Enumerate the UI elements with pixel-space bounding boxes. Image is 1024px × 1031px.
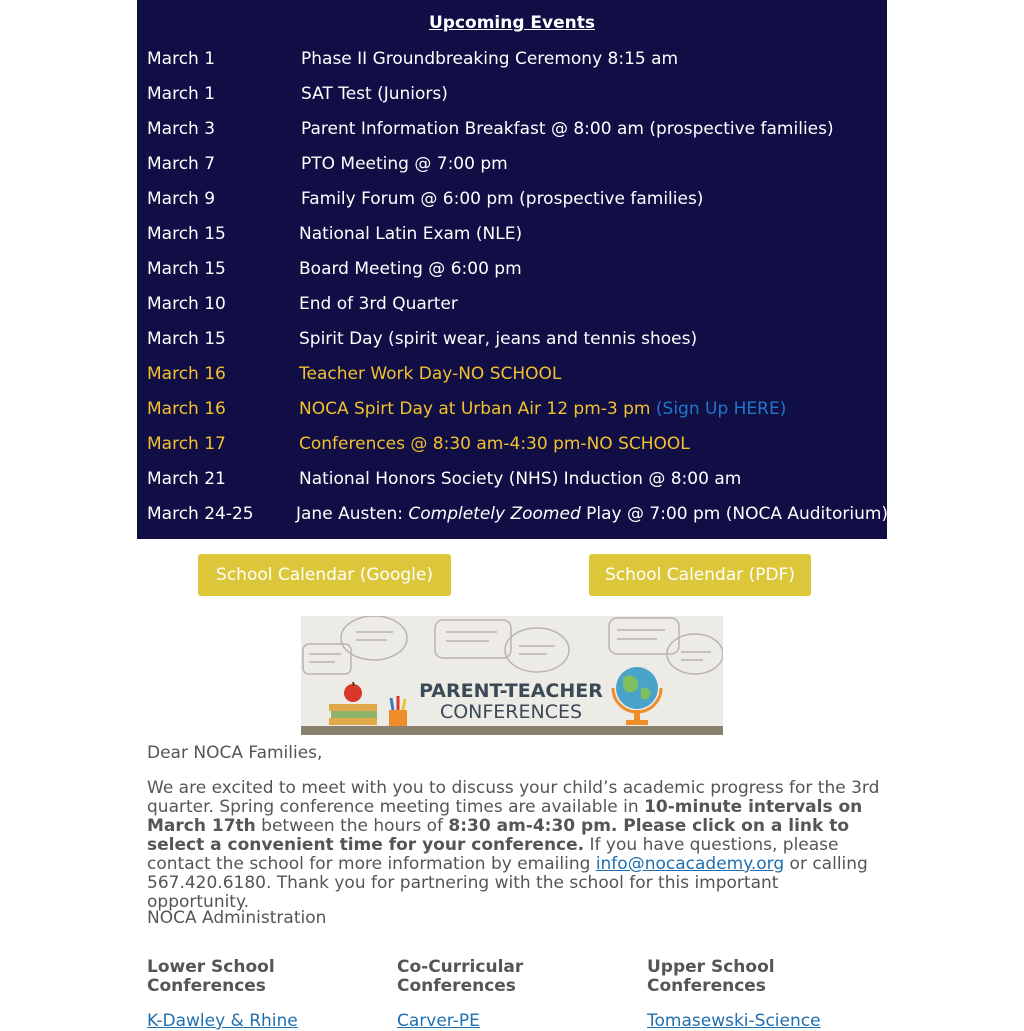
event-date: March 16 bbox=[147, 399, 226, 419]
event-description-post: Play @ 7:00 pm (NOCA Auditorium) bbox=[580, 504, 889, 524]
sign-up-link[interactable]: (Sign Up HERE) bbox=[655, 399, 787, 419]
letter-text: between the hours of bbox=[255, 816, 449, 836]
event-description bbox=[296, 504, 888, 524]
event-date: March 1 bbox=[147, 84, 216, 104]
event-description: SAT Test (Juniors) bbox=[301, 84, 448, 104]
letter-bold-intervals: 10-minute intervals on March 17th bbox=[147, 797, 863, 836]
conference-column-lower bbox=[147, 957, 367, 1031]
conference-link[interactable]: Tomasewski-Science bbox=[647, 1011, 821, 1031]
event-date: March 9 bbox=[147, 189, 216, 209]
event-date: March 15 bbox=[147, 329, 226, 349]
event-date: March 16 bbox=[147, 364, 226, 384]
event-description: Family Forum @ 6:00 pm (prospective families) bbox=[301, 189, 704, 209]
letter-text: If you have questions, please contact the school for more information by emailing bbox=[147, 835, 839, 874]
letter-text: We are excited to meet with you to discuss your child’s academic progress for the 3rd quarter. Spring conference meeting times are available in bbox=[147, 778, 880, 817]
school-calendar-pdf-button[interactable]: School Calendar (PDF) bbox=[589, 554, 811, 596]
event-description: PTO Meeting @ 7:00 pm bbox=[301, 154, 508, 174]
event-description: National Latin Exam (NLE) bbox=[299, 224, 523, 244]
conferences-banner bbox=[301, 616, 723, 735]
event-date: March 17 bbox=[147, 434, 226, 454]
event-date: March 7 bbox=[147, 154, 216, 174]
conference-column-cocurricular bbox=[397, 957, 617, 1031]
event-description: Conferences @ 8:30 am-4:30 pm-NO SCHOOL bbox=[299, 434, 690, 454]
event-description: Board Meeting @ 6:00 pm bbox=[299, 259, 522, 279]
conference-heading: Upper School Conferences bbox=[647, 957, 775, 996]
event-date: March 10 bbox=[147, 294, 226, 314]
letter-bold-hours: 8:30 am-4:30 pm. Please click on a link to select a convenient time for your conference. bbox=[147, 816, 850, 855]
event-description-title: Completely Zoomed bbox=[408, 504, 581, 524]
event-description: Spirit Day (spirit wear, jeans and tennis shoes) bbox=[299, 329, 698, 349]
upcoming-events-panel bbox=[137, 0, 887, 539]
event-date: March 24-25 bbox=[147, 504, 254, 524]
event-description: National Honors Society (NHS) Induction @ 8:00 am bbox=[299, 469, 742, 489]
event-date: March 21 bbox=[147, 469, 226, 489]
school-calendar-google-button[interactable]: School Calendar (Google) bbox=[198, 554, 451, 596]
conference-heading: Co-Curricular Conferences bbox=[397, 957, 524, 996]
event-description: End of 3rd Quarter bbox=[299, 294, 458, 314]
event-date: March 15 bbox=[147, 259, 226, 279]
letter-signature: NOCA Administration bbox=[147, 908, 327, 928]
conference-link[interactable]: Carver-PE bbox=[397, 1011, 480, 1031]
event-description: Phase II Groundbreaking Ceremony 8:15 am bbox=[301, 49, 679, 69]
event-description bbox=[299, 399, 786, 419]
conference-link[interactable]: K-Dawley & Rhine bbox=[147, 1011, 298, 1031]
conference-heading: Lower School Conferences bbox=[147, 957, 275, 996]
event-date: March 3 bbox=[147, 119, 216, 139]
banner-title-line1: PARENT-TEACHER bbox=[419, 680, 603, 702]
event-description: Teacher Work Day-NO SCHOOL bbox=[299, 364, 562, 384]
event-description-text: NOCA Spirt Day at Urban Air 12 pm-3 pm bbox=[299, 399, 651, 419]
conferences-banner-art bbox=[301, 616, 723, 735]
events-title: Upcoming Events bbox=[428, 13, 596, 33]
event-description-pre: Jane Austen: bbox=[296, 504, 409, 524]
letter-text: or calling 567.420.6180. Thank you for partnering with the school for this important opportunity. bbox=[147, 854, 868, 912]
conference-column-upper bbox=[647, 957, 867, 1031]
letter-body bbox=[147, 779, 882, 912]
event-date: March 1 bbox=[147, 49, 216, 69]
email-link[interactable]: info@nocacademy.org bbox=[595, 854, 785, 874]
letter-greeting: Dear NOCA Families, bbox=[147, 743, 323, 763]
banner-title-line2: CONFERENCES bbox=[439, 701, 583, 723]
event-description: Parent Information Breakfast @ 8:00 am (prospective families) bbox=[301, 119, 834, 139]
event-date: March 15 bbox=[147, 224, 226, 244]
